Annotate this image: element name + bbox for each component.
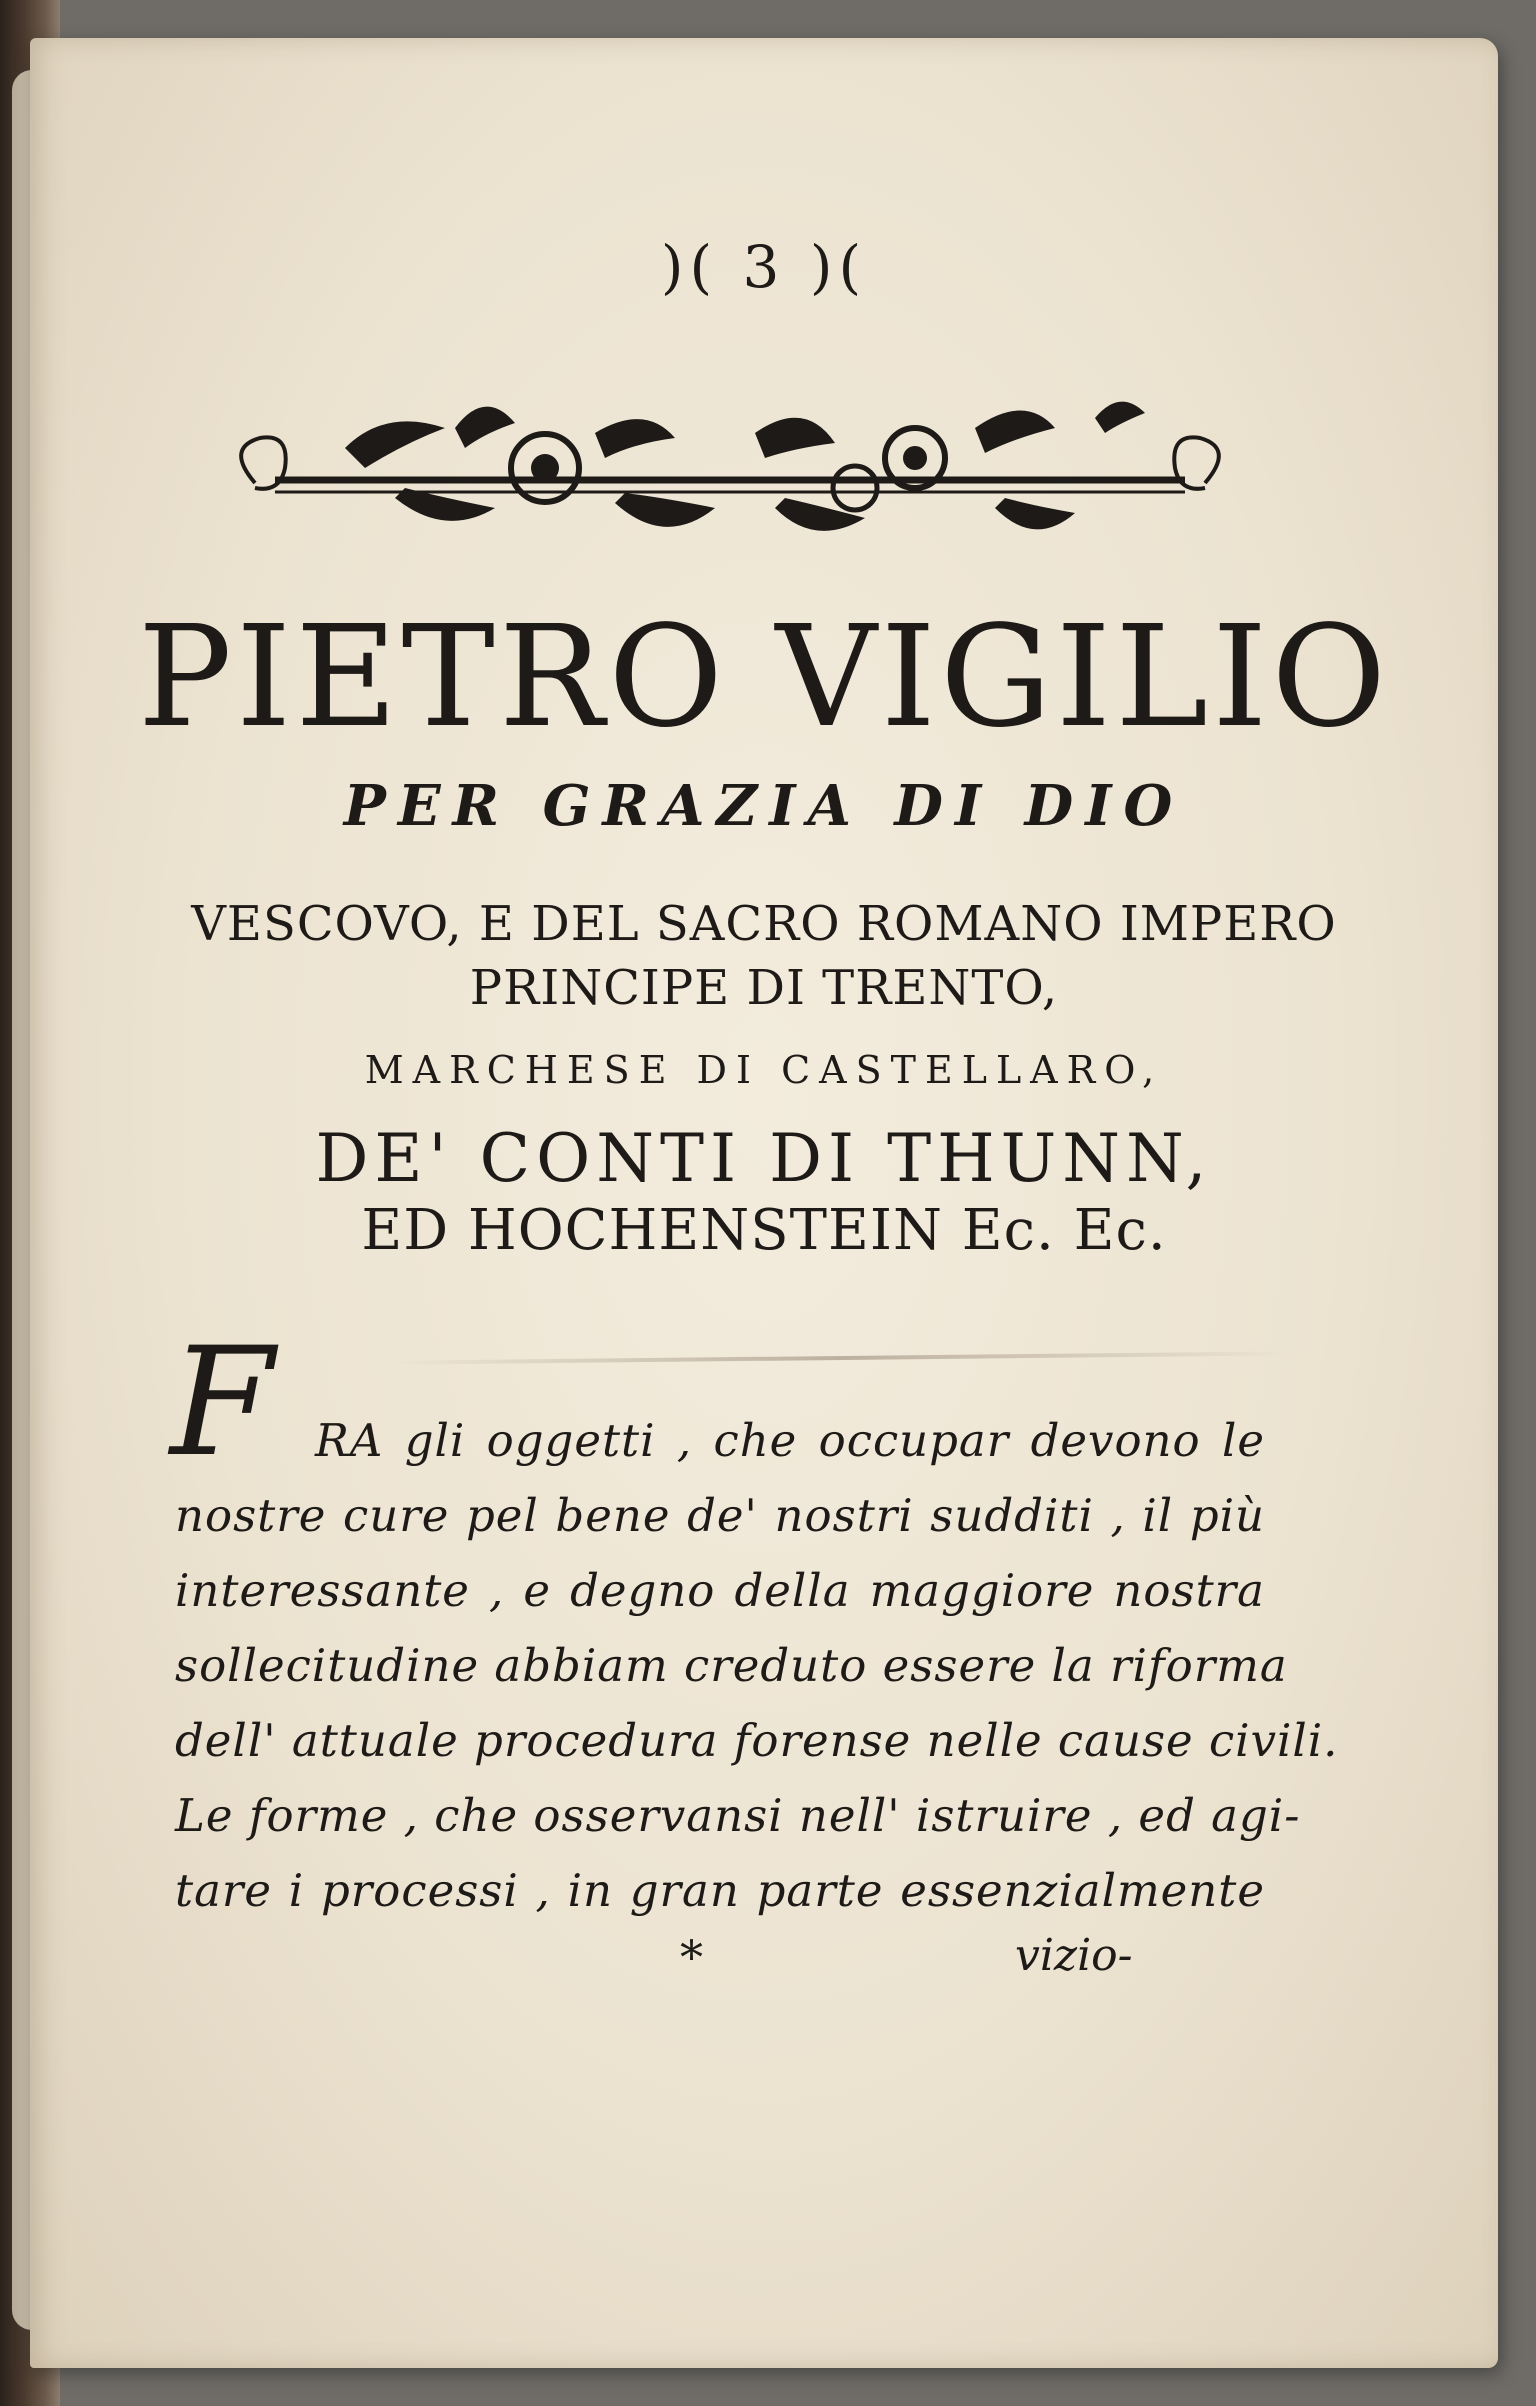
heading-line-5: MARCHESE DI CASTELLARO, <box>364 1048 1164 1092</box>
heading-line-7: ED HOCHENSTEIN Ec. Ec. <box>361 1198 1167 1263</box>
subtitle: PER GRAZIA DI DIO <box>343 773 1185 839</box>
body-line: RA gli oggetti , che occupar devono le <box>315 1414 1265 1467</box>
page-number: )( 3 )( <box>660 233 868 301</box>
floral-ornament <box>215 388 1245 558</box>
heading-line-4: PRINCIPE DI TRENTO, <box>469 960 1059 1016</box>
body-line: dell' attuale procedura forense nelle cause civili. <box>175 1714 1339 1767</box>
page-title: PIETRO VIGILIO <box>137 596 1391 759</box>
body-line: nostre cure pel bene de' nostri sudditi , il più <box>175 1489 1265 1542</box>
heading-line-6: DE' CONTI DI THUNN, <box>315 1120 1213 1197</box>
body-line: tare i processi , in gran parte essenzialmente <box>175 1864 1265 1917</box>
catchword: vizio- <box>1015 1930 1133 1981</box>
drop-cap: F <box>170 1316 275 1490</box>
body-line: Le forme , che osservansi nell' istruire , ed agi- <box>175 1789 1301 1842</box>
signature-mark: * <box>680 1930 703 1984</box>
heading-line-3: VESCOVO, E DEL SACRO ROMANO IMPERO <box>191 896 1337 952</box>
book-page <box>30 38 1498 2368</box>
page-crease <box>390 1351 1290 1364</box>
body-paragraph <box>175 1403 1339 1928</box>
body-line: interessante , e degno della maggiore nostra <box>175 1564 1265 1617</box>
body-line: sollecitudine abbiam creduto essere la riforma <box>175 1639 1288 1692</box>
